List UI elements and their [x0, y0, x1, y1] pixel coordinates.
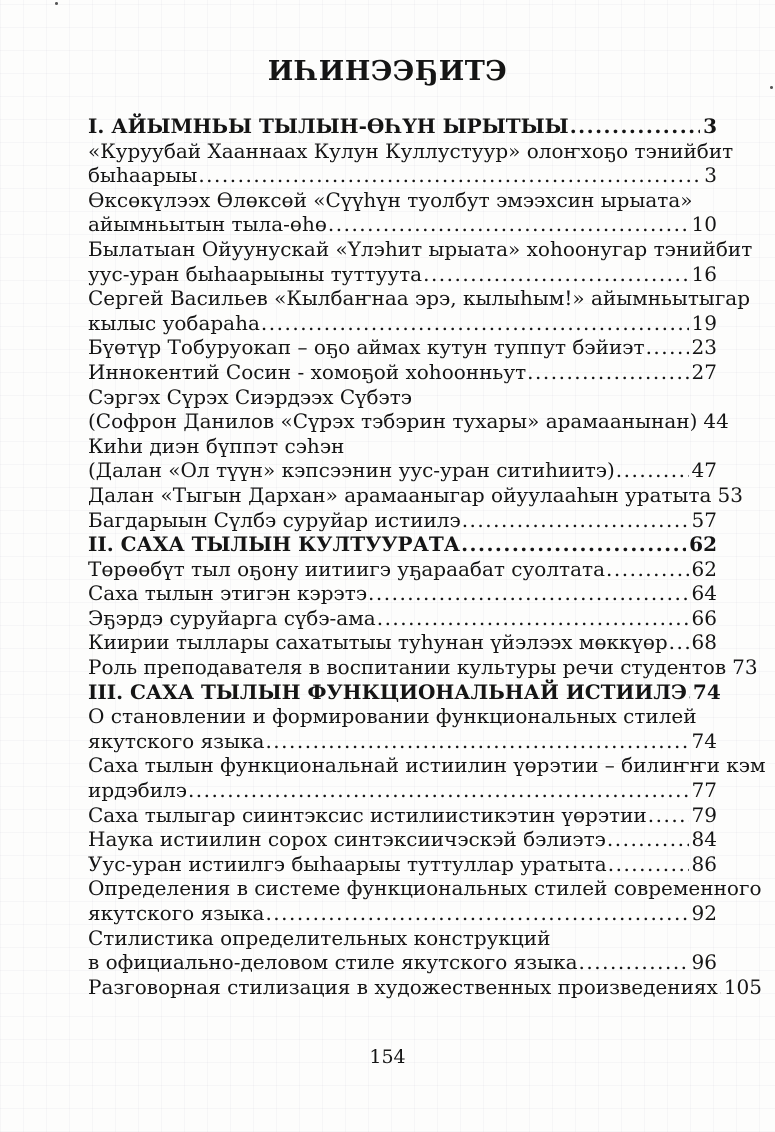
toc-row — [88, 188, 717, 213]
toc-row — [88, 360, 717, 385]
toc-row-text: III. САХА ТЫЛЫН ФУНКЦИОНАЛЬНАЙ ИСТИИЛЭ — [88, 679, 687, 704]
toc-row-text: уус-уран быһаарыыны туттуута — [88, 261, 423, 286]
toc-row — [88, 901, 717, 926]
toc-row — [88, 385, 717, 410]
toc-row — [88, 950, 717, 975]
toc-row-text: Сэргэх Сүрэх Сиэрдээх Сүбэтэ — [88, 384, 412, 409]
toc-leader-dots — [460, 532, 686, 557]
toc-row-text: в официально-деловом стиле якутского языка — [88, 950, 578, 975]
toc-leader-dots — [668, 630, 689, 655]
toc-leader-dots — [569, 114, 700, 139]
toc-row — [88, 581, 717, 606]
scan-speck — [770, 86, 773, 89]
toc-page-number: 77 — [691, 778, 717, 803]
toc-row — [88, 114, 717, 139]
toc-leader-dots — [526, 360, 688, 385]
toc-leader-dots — [422, 262, 688, 287]
toc-row — [88, 852, 717, 877]
toc-row — [88, 236, 753, 262]
toc-leader-dots — [187, 778, 689, 803]
toc-page-number: 62 — [691, 556, 717, 581]
toc-row-text: Саха тылын функциональнай истиилин үөрэтии – билиҥҥи кэм — [88, 753, 766, 778]
toc-row-text: кылыс уобараһа — [88, 310, 260, 335]
toc-row — [88, 286, 751, 311]
toc-leader-dots — [578, 950, 689, 975]
toc-page-number: 84 — [691, 827, 717, 852]
toc-page-number: 23 — [691, 335, 717, 360]
toc-row-text: якутского языка — [88, 728, 265, 753]
toc-page-number: 105 — [723, 974, 763, 999]
toc-leader-dots — [605, 557, 689, 582]
toc-row-text: Разговорная стилизация в художественных произведениях — [88, 974, 718, 999]
toc-row-text: Былатыан Ойуунускай «Үлэһит ырыата» хоһоонугар тэнийбит — [88, 236, 753, 261]
scan-speck — [55, 2, 58, 5]
toc-row — [88, 532, 717, 557]
toc-row-text: Багдарыын Сүлбэ суруйар истиилэ — [88, 507, 461, 532]
toc-row-text: «Куруубай Хааннаах Кулун Куллустуур» олоҥхоҕо тэнийбит — [88, 138, 734, 163]
toc-page-number: 47 — [691, 458, 717, 483]
toc-page-number: 68 — [691, 630, 717, 655]
toc-row — [88, 434, 717, 459]
toc-page-number: 19 — [691, 310, 717, 335]
toc-page-number: 27 — [691, 359, 717, 384]
toc-page-number: 74 — [692, 679, 721, 704]
toc-leader-dots — [461, 508, 689, 533]
toc-row — [88, 974, 763, 1000]
toc-row-text: Иннокентий Сосин - хомоҕой хоһоонньут — [88, 359, 527, 384]
toc-leader-dots — [606, 827, 689, 852]
toc-row-text: Далан «Тыгын Дархан» арамааныгар ойуулааһын уратыта — [88, 482, 712, 507]
toc-page-number: 53 — [717, 482, 743, 507]
toc-row — [88, 679, 721, 705]
toc-row — [88, 753, 766, 778]
toc-row — [88, 508, 717, 533]
toc-row — [88, 704, 717, 729]
toc-row — [88, 212, 717, 237]
toc-row-text: Уус-уран истиилгэ быһаарыы туттуллар уратыта — [88, 851, 607, 876]
toc-row-text: Роль преподавателя в воспитании культуры речи студентов — [88, 655, 727, 680]
toc-row — [88, 163, 717, 188]
toc-row-text: Наука истиилин сорох синтэксиичэскэй бэлиэтэ — [88, 827, 606, 852]
toc-row-text: (Софрон Данилов «Сүрэх тэбэрин тухары» арамаанынан) — [88, 409, 698, 434]
toc-leader-dots — [264, 901, 688, 926]
toc-page-number: 73 — [732, 655, 758, 680]
toc-row — [88, 262, 717, 287]
toc-row — [88, 926, 717, 951]
toc-leader-dots — [367, 581, 689, 606]
toc-row-text: О становлении и формировании функциональных стилей — [88, 704, 697, 729]
toc-row — [88, 606, 717, 631]
toc-row — [88, 409, 729, 434]
toc-row — [88, 311, 717, 336]
toc-row-text: (Далан «Ол түүн» кэпсээнин уус-уран ситиһиитэ) — [88, 458, 615, 483]
toc-row-text: Киһи диэн бүппэт сэһэн — [88, 433, 345, 458]
toc-page-number: 3 — [704, 163, 717, 188]
toc-leader-dots — [327, 212, 689, 237]
toc-row-text: Төрөөбүт тыл оҕону иитиигэ уҕараабат суолтата — [88, 556, 606, 581]
toc-row — [88, 557, 717, 582]
toc-row-text: якутского языка — [88, 901, 265, 925]
toc-leader-dots — [607, 852, 689, 877]
toc-leader-dots — [647, 803, 689, 828]
toc-page-number: 3 — [703, 114, 717, 138]
toc-page-number: 64 — [691, 581, 717, 606]
toc-row — [88, 876, 762, 901]
toc-leader-dots — [645, 335, 689, 360]
toc-row — [88, 458, 717, 483]
toc-page-number: 57 — [691, 507, 717, 532]
toc-row — [88, 335, 717, 360]
toc-row-text: Сергей Васильев «Кылбаҥнаа эрэ, кылыһым!» айымньытыгар — [88, 286, 751, 311]
toc-page-number: 92 — [691, 901, 717, 925]
toc-row-text: Бүөтүр Тобуруокап – оҕо аймах кутун туппут бэйиэт — [88, 335, 645, 360]
toc-leader-dots — [615, 458, 689, 483]
toc-row-text: I. АЙЫМНЬЫ ТЫЛЫН-ӨҺҮН ЫРЫТЫЫ — [88, 114, 569, 138]
toc-page-number: 16 — [691, 261, 717, 286]
toc-leader-dots — [376, 606, 689, 631]
toc-page-number: 96 — [691, 950, 717, 975]
toc-row-text: быһаарыы — [88, 163, 198, 188]
toc-row-text: Стилистика определительных конструкций — [88, 925, 551, 950]
toc-page-number: 79 — [691, 802, 717, 827]
toc-row-text: ирдэбилэ — [88, 778, 187, 803]
toc-row — [88, 827, 717, 852]
toc-row — [88, 729, 717, 754]
toc-page-number: 44 — [703, 409, 729, 434]
toc-row-text: Киирии тыллары сахатытыы туһунан үйэлээх мөккүөр — [88, 630, 668, 655]
toc-page-number: 66 — [691, 605, 717, 630]
page-title: ИҺИНЭЭҔИТЭ — [267, 56, 508, 87]
toc-page-number: 74 — [691, 728, 717, 753]
toc-row-text: айымньытын тыла-өһө — [88, 212, 327, 237]
toc-list — [88, 114, 766, 999]
toc-row — [88, 655, 758, 680]
toc-row-text: Саха тылын этигэн кэрэтэ — [88, 581, 368, 606]
folio-page-number: 154 — [369, 1046, 406, 1068]
toc-row — [88, 630, 717, 655]
toc-leader-dots — [264, 729, 688, 754]
toc-row-text: Саха тылыгар сиинтэксис истилиистикэтин үөрэтии — [88, 802, 647, 827]
toc-row-text: Определения в системе функциональных стилей современного — [88, 876, 762, 901]
toc-row — [88, 482, 743, 508]
toc-row — [88, 803, 717, 828]
toc-row-text: II. САХА ТЫЛЫН КУЛТУУРАТА — [88, 532, 461, 557]
toc-leader-dots — [260, 311, 689, 336]
toc-page-number: 62 — [689, 532, 717, 557]
toc-row — [88, 138, 734, 164]
toc-row — [88, 778, 717, 803]
toc-page-number: 86 — [691, 851, 717, 876]
toc-leader-dots — [197, 163, 701, 188]
toc-page-number: 10 — [691, 212, 717, 237]
toc-row-text: Эҕэрдэ суруйарга сүбэ-ама — [88, 605, 376, 630]
toc-row-text: Өксөкүлээх Өлөксөй «Сүүһүн туолбут эмээхсин ырыата» — [88, 187, 693, 212]
